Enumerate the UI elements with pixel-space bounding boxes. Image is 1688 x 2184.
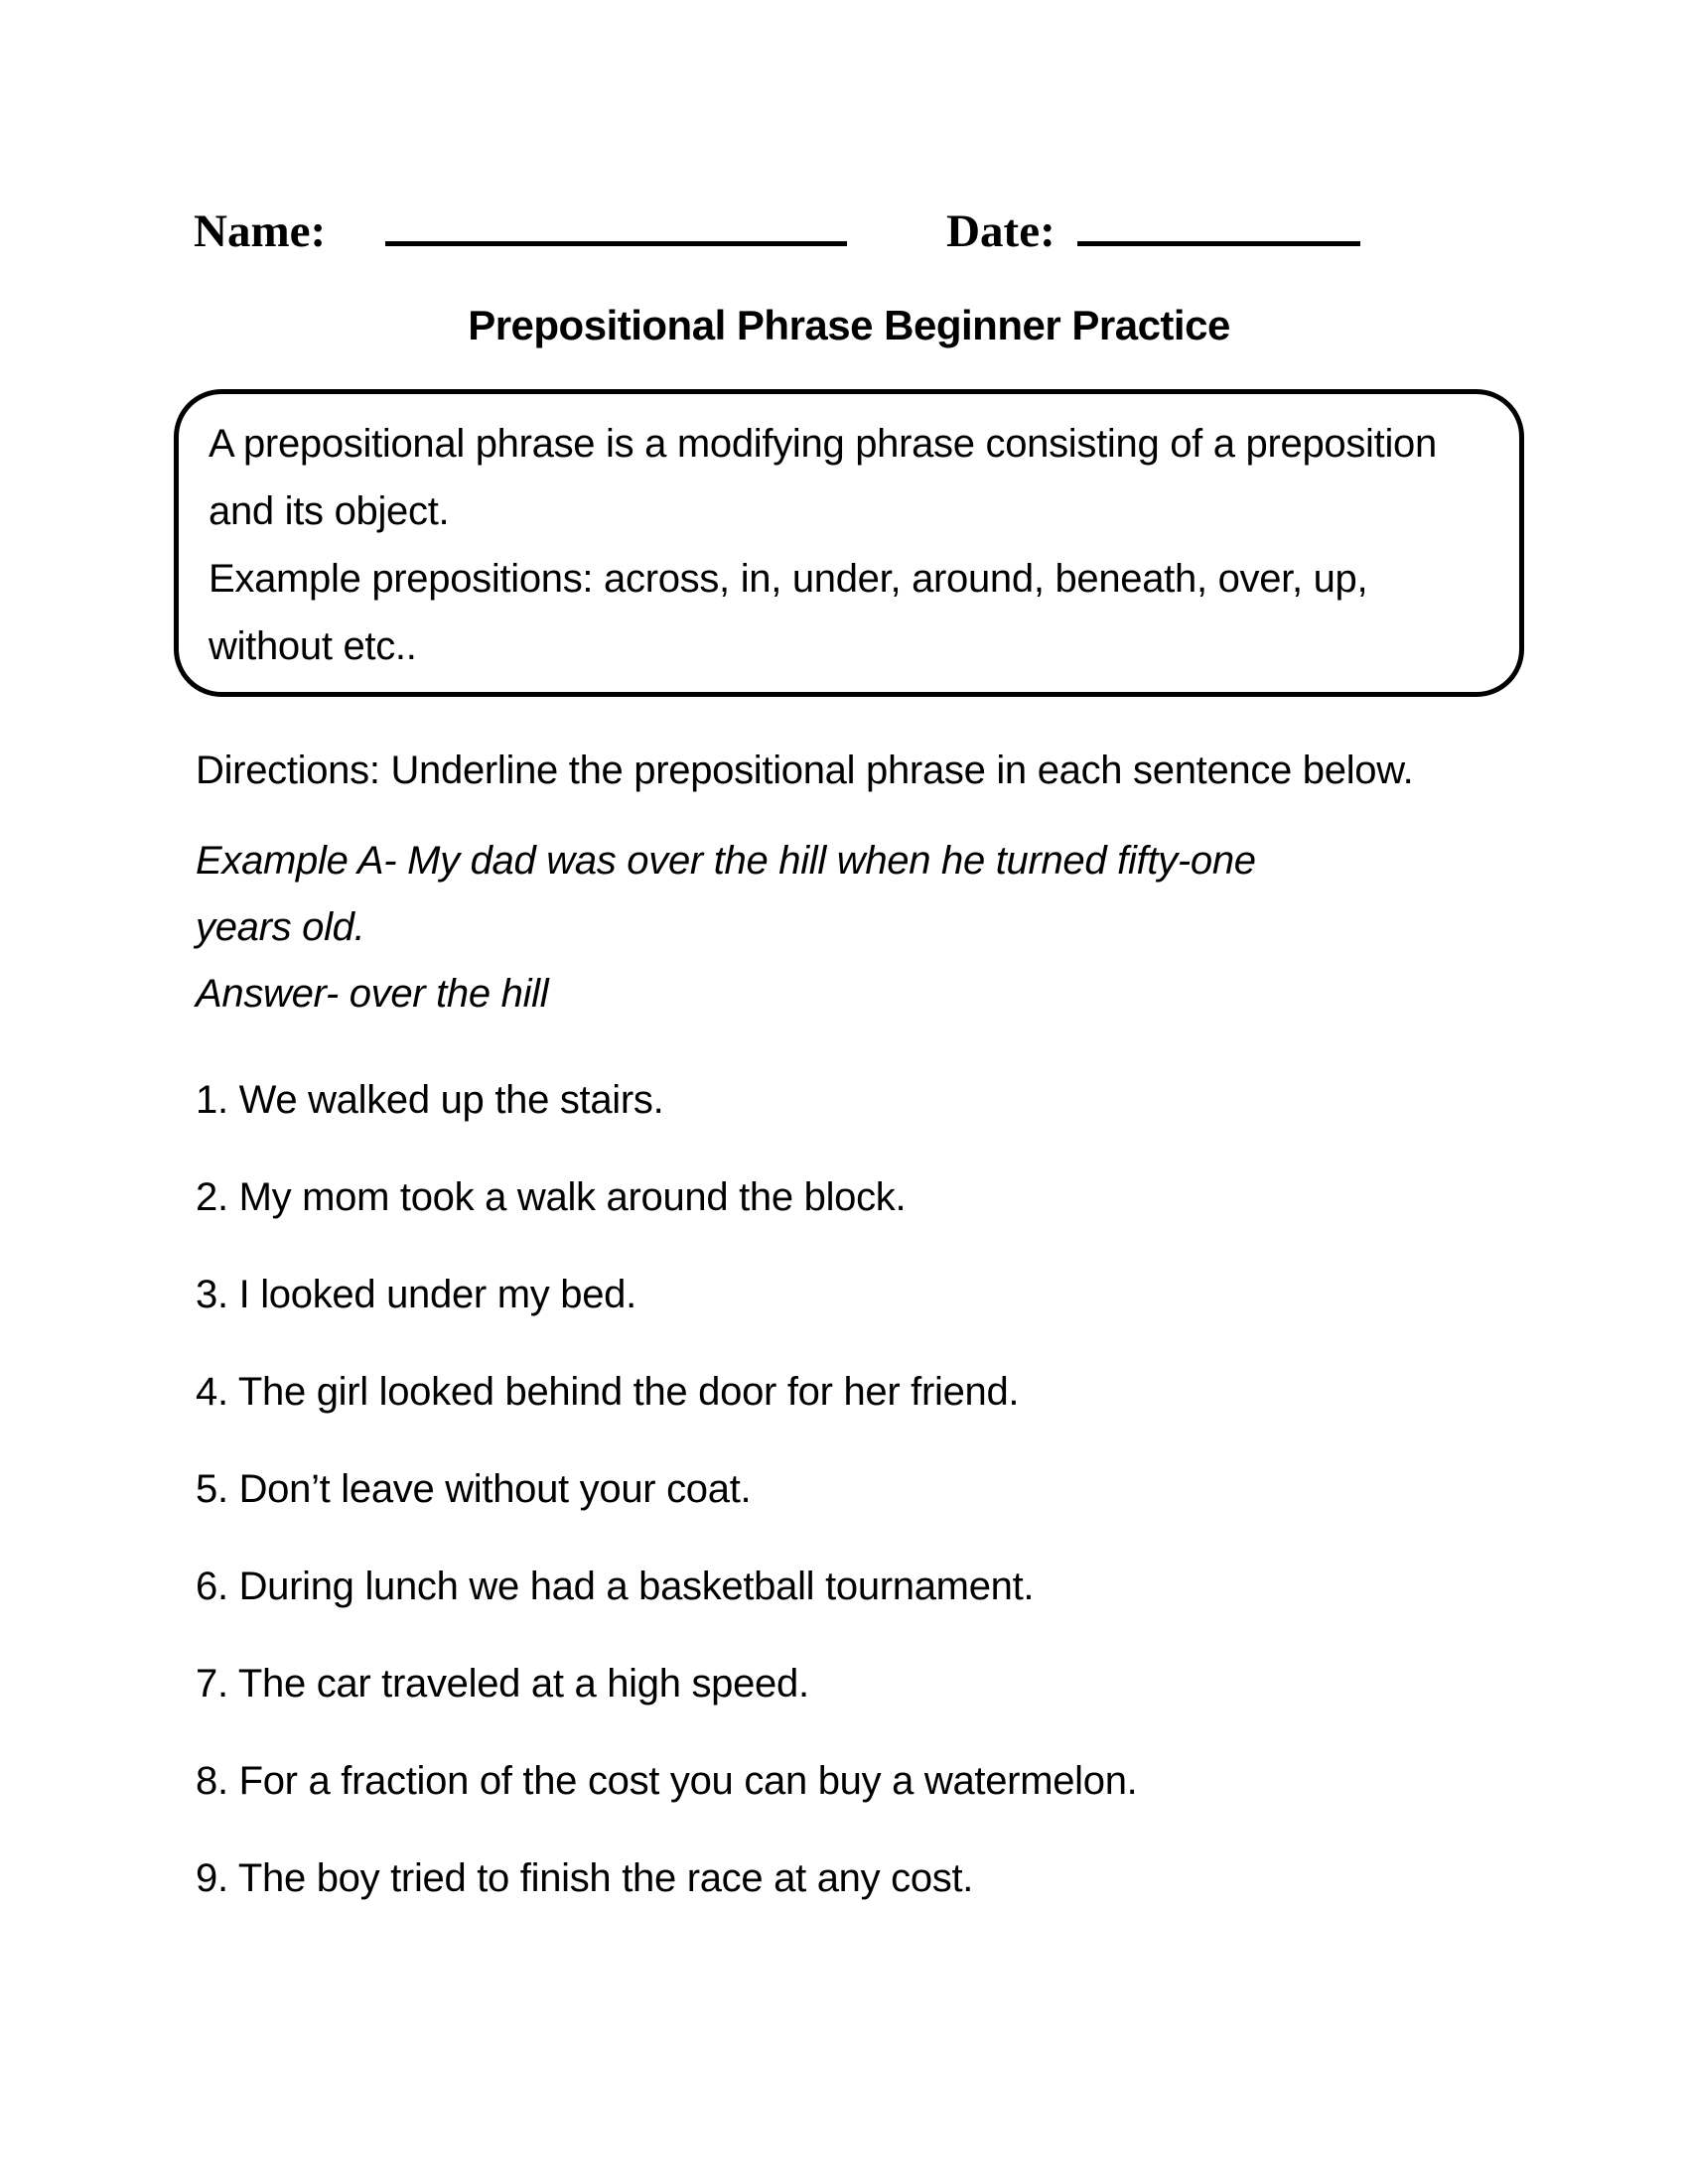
sentence-number: 1. [196,1078,228,1122]
page-title: Prepositional Phrase Beginner Practice [468,302,1230,348]
sentence-text: I looked under my bed. [238,1273,636,1316]
sentence-number: 2. [196,1175,228,1219]
sentence-item-1 [196,1077,1688,1123]
sentence-text: We walked up the stairs. [238,1078,664,1122]
sentence-number: 8. [196,1759,228,1803]
example-answer: Answer- over the hill [196,972,549,1016]
name-label: Name: [194,205,327,257]
example-block [196,828,1688,1027]
sentence-list [196,1077,1688,1901]
sentence-text: Don’t leave without your coat. [238,1467,752,1511]
example-prepositions-text: Example prepositions: across, in, under, around, beneath, over, up, without etc.. [209,557,1368,668]
sentence-item-8 [196,1758,1688,1804]
sentence-text: My mom took a walk around the block. [238,1175,907,1219]
date-label: Date: [946,205,1055,257]
date-blank-line [1077,210,1360,246]
definition-box [174,389,1524,697]
definition-text: A prepositional phrase is a modifying phrase consisting of a preposition and its object. [209,422,1437,533]
sentence-number: 4. [196,1370,228,1414]
sentence-item-7 [196,1661,1688,1706]
sentence-item-6 [196,1564,1688,1609]
sentence-text: During lunch we had a basketball tournament. [238,1565,1035,1608]
sentence-item-9 [196,1855,1688,1901]
sentence-number: 9. [196,1856,228,1900]
header-row [0,0,1688,258]
example-prompt: Example A- My dad was over the hill when he turned fifty-one years old. [196,839,1256,949]
sentence-item-5 [196,1466,1688,1512]
sentence-item-2 [196,1174,1688,1220]
name-blank-line [385,210,847,246]
sentence-number: 5. [196,1467,228,1511]
sentence-number: 6. [196,1565,228,1608]
sentence-text: The car traveled at a high speed. [237,1662,809,1706]
sentence-text: The girl looked behind the door for her friend. [237,1370,1020,1414]
sentence-number: 3. [196,1273,228,1316]
sentence-text: The boy tried to finish the race at any cost. [237,1856,974,1900]
sentence-item-4 [196,1369,1688,1415]
sentence-item-3 [196,1272,1688,1317]
directions-text: Directions: Underline the prepositional phrase in each sentence below. [196,749,1414,792]
sentence-number: 7. [196,1662,228,1706]
sentence-text: For a fraction of the cost you can buy a watermelon. [238,1759,1138,1803]
